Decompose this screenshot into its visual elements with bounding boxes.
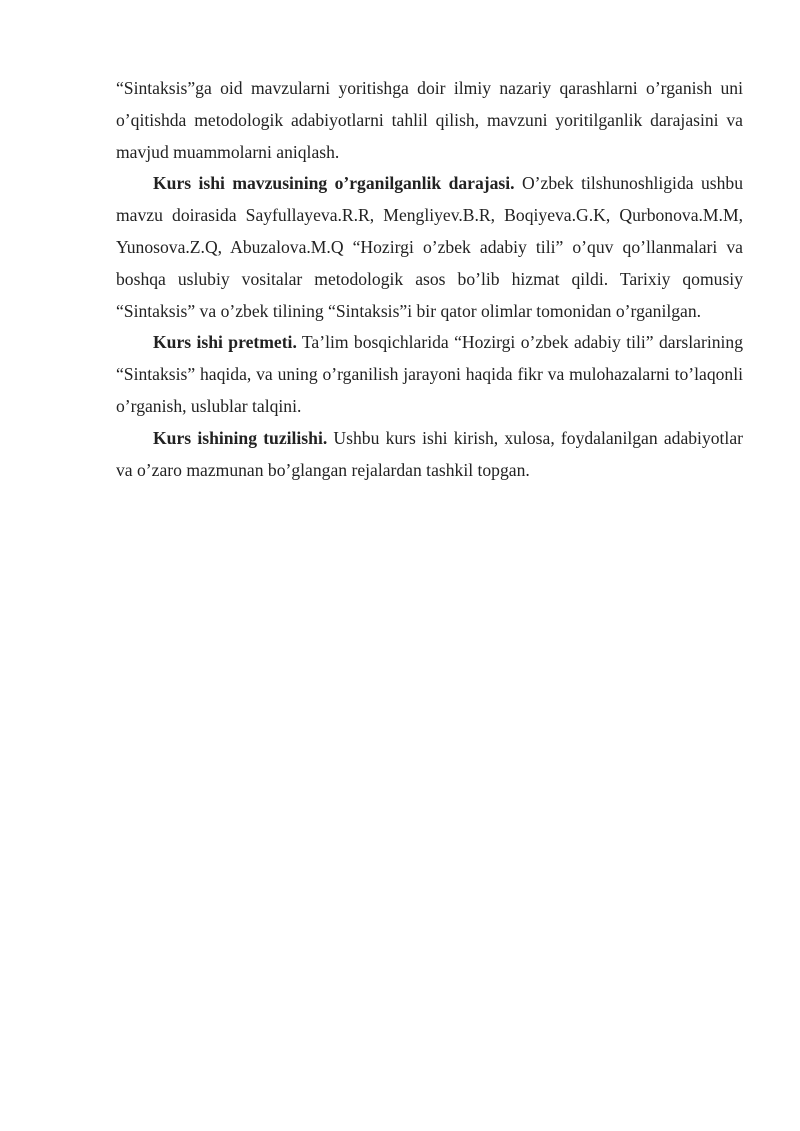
paragraph-structure [116, 423, 743, 487]
paragraph-text: Ushbu kurs ishi kirish, xulosa, foydalanilgan adabiyotlar va o’zaro mazmunan bo’glangan rejalardan tashkil topgan. [116, 427, 743, 480]
paragraph-text: O’zbek tilshunoshligida ushbu mavzu doirasida Sayfullayeva.R.R, Mengliyev.B.R, Boqiyeva.G.K, Qurbonova.M.M, Yunosova.Z.Q, Abuzalova.M.Q “Hozirgi o’zbek adabiy tili” o’quv qo’llanmalari va boshqa uslubiy vositalar metodologik asos bo’lib hizmat qildi. Tarixiy qomusiy “Sintaksis” va o’zbek tilining “Sintaksis”i bir qator olimlar tomonidan o’rganilgan. [116, 173, 743, 321]
paragraph-subject [116, 327, 743, 422]
paragraph-study-level [116, 168, 743, 327]
document-page [116, 73, 743, 486]
paragraph-intro [116, 73, 743, 168]
paragraph-heading: Kurs ishi pretmeti. [153, 332, 297, 353]
paragraph-text: Ta’lim bosqichlarida “Hozirgi o’zbek adabiy tili” darslarining “Sintaksis” haqida, va uning o’rganilish jarayoni haqida fikr va mulohazalarni to’laqonli o’rganish, uslublar talqini. [116, 332, 743, 416]
paragraph-heading: Kurs ishining tuzilishi. [153, 427, 328, 448]
paragraph-text: “Sintaksis”ga oid mavzularni yoritishga doir ilmiy nazariy qarashlarni o’rganish uni o’qitishda metodologik adabiyotlarni tahlil qilish, mavzuni yoritilganlik darajasini va mavjud muammolarni aniqlash. [116, 78, 743, 162]
paragraph-heading: Kurs ishi mavzusining o’rganilganlik darajasi. [153, 173, 515, 194]
